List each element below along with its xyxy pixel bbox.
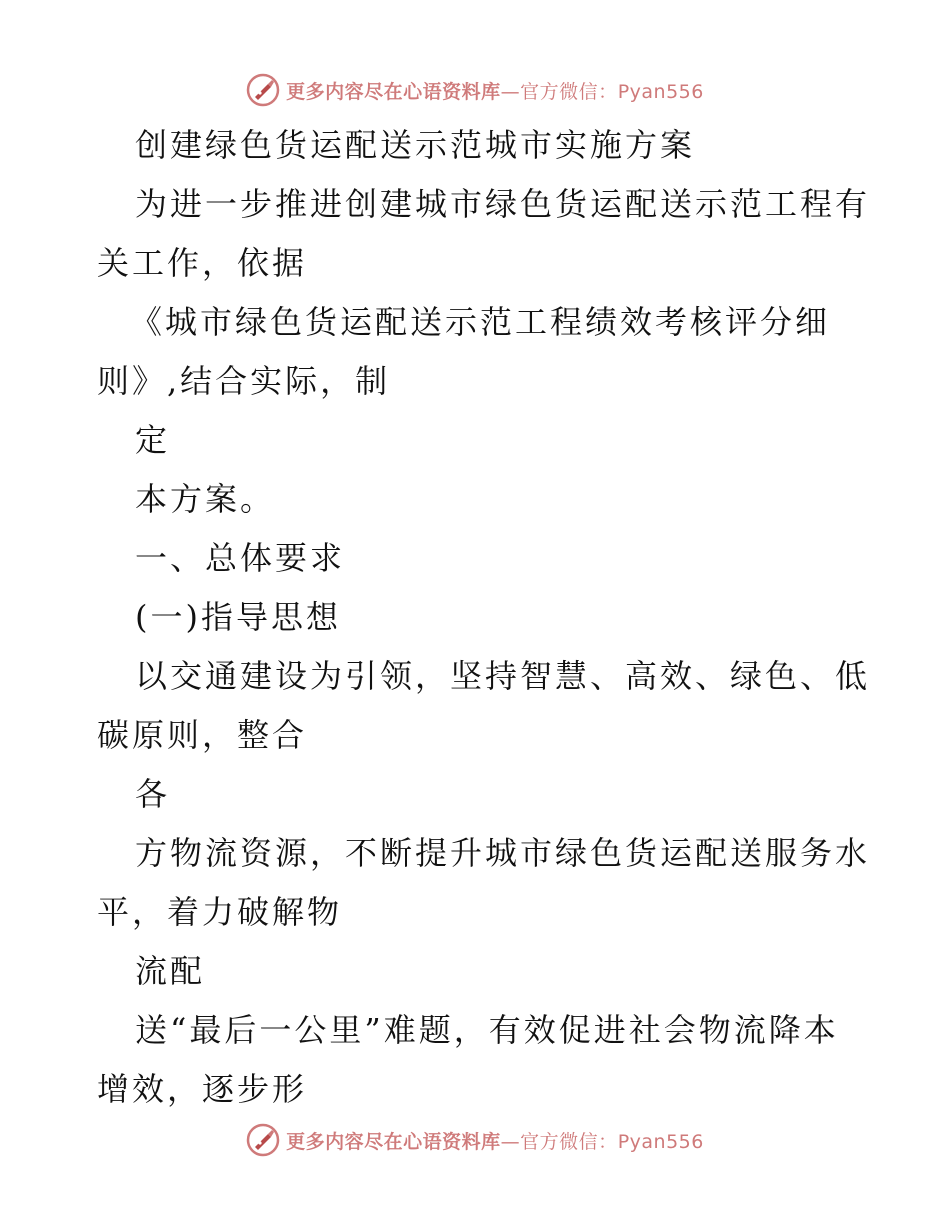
- watermark-wechat-id: Pyan556: [617, 80, 704, 103]
- watermark-separator: —: [500, 1130, 521, 1153]
- subsection-heading: (一)指导思想: [135, 598, 341, 636]
- watermark-main-text: 更多内容尽在心语资料库: [286, 80, 501, 103]
- text-line: 以交通建设为引领，坚持智慧、高效、绿色、低: [135, 657, 871, 695]
- text-line: 则》,结合实际，制: [97, 362, 391, 400]
- text-line: 增效，逐步形: [97, 1070, 308, 1108]
- document-title: 创建绿色货运配送示范城市实施方案: [135, 126, 696, 164]
- watermark-wechat-label: 官方微信：: [520, 1130, 618, 1153]
- watermark-wechat-id: Pyan556: [617, 1130, 704, 1153]
- text-line: 本方案。: [135, 480, 276, 518]
- text-line: 《城市绿色货运配送示范工程绩效考核评分细: [130, 303, 831, 341]
- text-line: 平，着力破解物: [97, 893, 343, 931]
- footer-watermark: [0, 1120, 950, 1160]
- text-line: 为进一步推进创建城市绿色货运配送示范工程有: [135, 185, 871, 223]
- text-line: 送“最后一公里”难题，有效促进社会物流降本: [135, 1011, 839, 1049]
- pen-nib-logo-icon: [246, 1123, 280, 1157]
- text-line: 关工作，依据: [97, 244, 308, 282]
- text-line: 流配: [135, 952, 206, 990]
- section-heading: 一、总体要求: [135, 539, 346, 577]
- text-line: 碳原则，整合: [97, 716, 308, 754]
- text-line: 定: [135, 421, 171, 459]
- watermark-separator: —: [500, 80, 521, 103]
- text-line: 方物流资源，不断提升城市绿色货运配送服务水: [135, 834, 871, 872]
- text-line: 各: [135, 775, 171, 813]
- watermark-wechat-label: 官方微信：: [520, 80, 618, 103]
- watermark-main-text: 更多内容尽在心语资料库: [286, 1130, 501, 1153]
